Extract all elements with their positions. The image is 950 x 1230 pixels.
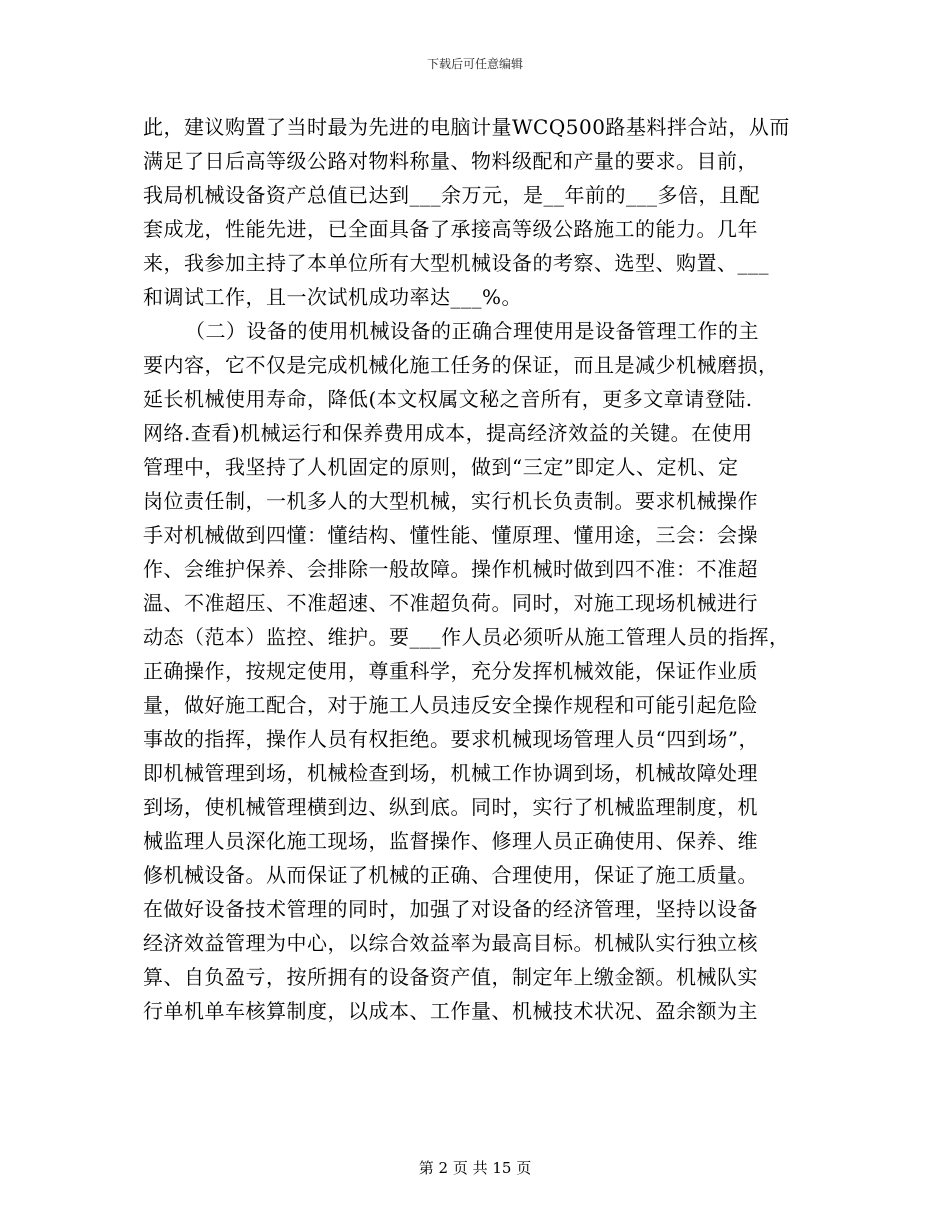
text-line: 算、自负盈亏，按所拥有的设备资产值，制定年上缴金额。机械队实: [143, 965, 758, 989]
text-line: 来，我参加主持了本单位所有大型机械设备的考察、选型、购置、___: [143, 251, 769, 275]
text-line: 延长机械使用寿命，降低(本文权属文秘之音所有，更多文章请登陆.: [143, 387, 753, 411]
text-line: 温、不准超压、不准超速、不准超负荷。同时，对施工现场机械进行: [143, 591, 758, 615]
text-line: 此，建议购置了当时最为先进的电脑计量WCQ500路基料拌合站，从而: [143, 115, 790, 139]
text-line: 作、会维护保养、会排除一般故障。操作机械时做到四不准：不准超: [143, 557, 758, 581]
text-line: 要内容，它不仅是完成机械化施工任务的保证，而且是减少机械磨损，: [143, 353, 779, 377]
section-heading-line: （二）设备的使用机械设备的正确合理使用是设备管理工作的主: [185, 319, 759, 343]
text-line: 岗位责任制，一机多人的大型机械，实行机长负责制。要求机械操作: [143, 489, 758, 513]
document-body: [143, 110, 815, 1028]
text-line: 行单机单车核算制度，以成本、工作量、机械技术状况、盈余额为主: [143, 999, 758, 1023]
text-line: 网络.查看)机械运行和保养费用成本，提高经济效益的关键。在使用: [143, 421, 753, 445]
page-footer: 第 2 页 共 15 页: [418, 1159, 532, 1177]
text-line: 和调试工作，且一次试机成功率达___%。: [143, 285, 523, 309]
text-line: 事故的指挥，操作人员有权拒绝。要求机械现场管理人员“四到场”，: [143, 727, 759, 751]
text-line: 修机械设备。从而保证了机械的正确、合理使用，保证了施工质量。: [143, 863, 758, 887]
text-line: 套成龙，性能先进，已全面具备了承接高等级公路施工的能力。几年: [143, 217, 758, 241]
text-line: 经济效益管理为中心，以综合效益率为最高目标。机械队实行独立核: [143, 931, 758, 955]
page-header: 下载后可任意编辑: [426, 57, 523, 71]
text-line: 管理中，我坚持了人机固定的原则，做到“三定”即定人、定机、定: [143, 455, 739, 479]
text-line: 在做好设备技术管理的同时，加强了对设备的经济管理，坚持以设备: [143, 897, 758, 921]
text-line: 即机械管理到场，机械检查到场，机械工作协调到场，机械故障处理: [143, 761, 758, 785]
text-line: 械监理人员深化施工现场，监督操作、修理人员正确使用、保养、维: [143, 829, 758, 853]
text-line: 正确操作，按规定使用，尊重科学，充分发挥机械效能，保证作业质: [143, 659, 758, 683]
text-line: 量，做好施工配合，对于施工人员违反安全操作规程和可能引起危险: [143, 693, 758, 717]
text-line: 满足了日后高等级公路对物料称量、物料级配和产量的要求。目前，: [143, 149, 758, 173]
text-line: 到场，使机械管理横到边、纵到底。同时，实行了机械监理制度，机: [143, 795, 758, 819]
text-line: 动态（范本）监控、维护。要___作人员必须听从施工管理人员的指挥，: [143, 625, 790, 649]
text-line: 手对机械做到四懂：懂结构、懂性能、懂原理、懂用途，三会：会操: [143, 523, 758, 547]
text-line: 我局机械设备资产总值已达到___余万元，是__年前的___多倍，且配: [143, 183, 760, 207]
